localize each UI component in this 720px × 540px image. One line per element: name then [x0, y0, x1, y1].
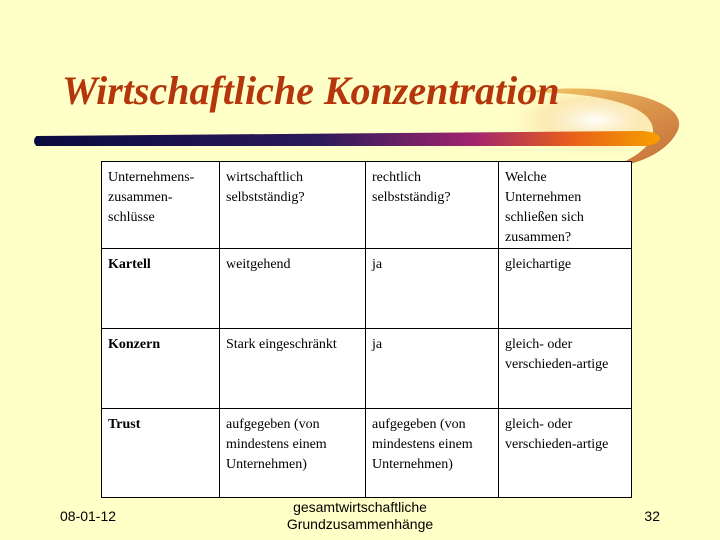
- header-cell-economic-independence: wirtschaftlich selbstständig?: [220, 162, 366, 249]
- table-cell: gleichartige: [499, 249, 632, 329]
- table-cell: weitgehend: [220, 249, 366, 329]
- row-label-trust: Trust: [102, 409, 220, 498]
- concentration-comparison-table: [101, 161, 632, 498]
- table-cell: aufgegeben (von mindestens einem Unternehmen): [220, 409, 366, 498]
- slide-title: Wirtschaftliche Konzentration: [62, 68, 560, 113]
- footer-topic: gesamtwirtschaftliche Grundzusammenhänge: [286, 499, 434, 532]
- row-label-kartell: Kartell: [102, 249, 220, 329]
- table-header-row: [102, 162, 632, 249]
- table-cell: aufgegeben (von mindestens einem Unternehmen): [366, 409, 499, 498]
- header-cell-merger-type: Unternehmens-zusammen-schlüsse: [102, 162, 220, 249]
- header-cell-legal-independence: rechtlich selbstständig?: [366, 162, 499, 249]
- footer-date: 08-01-12: [60, 508, 117, 524]
- table-row: [102, 409, 632, 498]
- row-label-konzern: Konzern: [102, 329, 220, 409]
- table-cell: ja: [366, 329, 499, 409]
- table-cell: gleich- oder verschieden-artige: [499, 329, 632, 409]
- table-row: [102, 329, 632, 409]
- table-cell: ja: [366, 249, 499, 329]
- footer-page-number: 32: [644, 508, 660, 524]
- table-row: [102, 249, 632, 329]
- header-cell-which-companies: Welche Unternehmen schließen sich zusammen?: [499, 162, 632, 249]
- table-cell: gleich- oder verschieden-artige: [499, 409, 632, 498]
- table-cell: Stark eingeschränkt: [220, 329, 366, 409]
